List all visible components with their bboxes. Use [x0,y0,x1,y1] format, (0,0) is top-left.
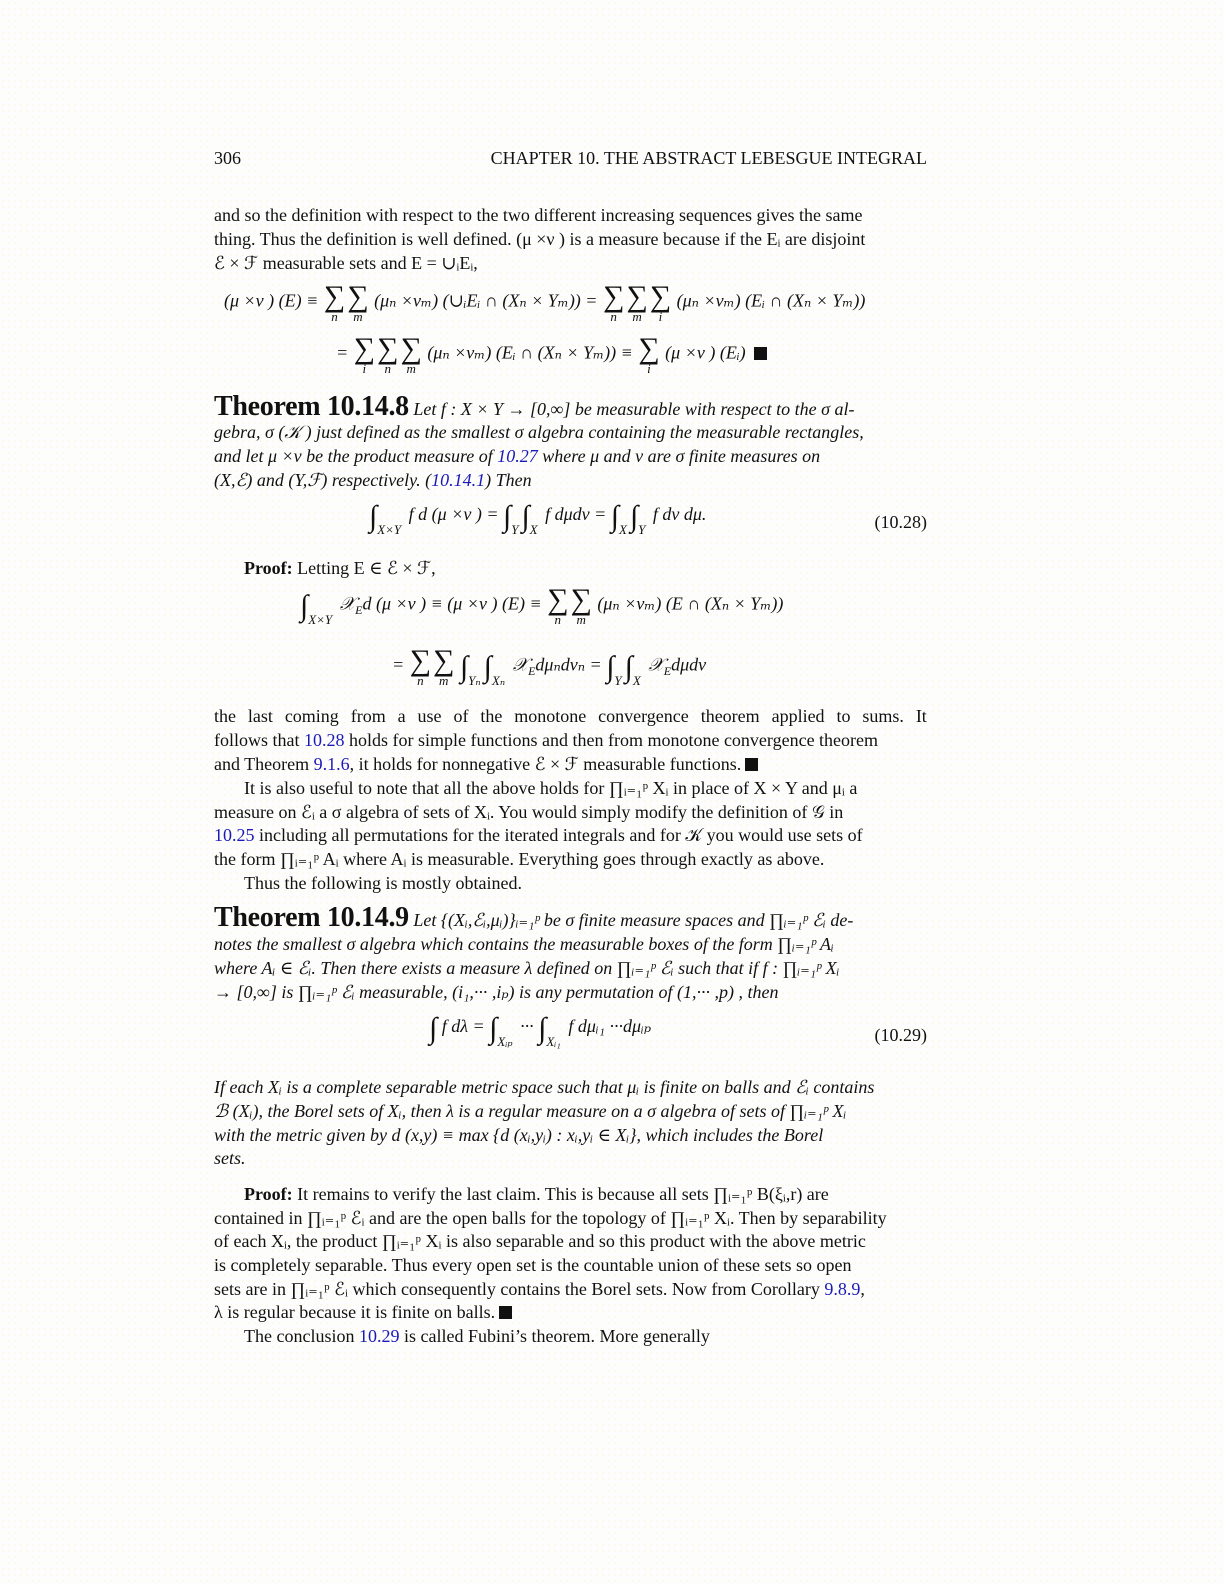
theorem-10-14-9-line3: where Aᵢ ∈ ℰᵢ. Then there exists a measure λ defined on ∏ᵢ₌₁ᵖ ℰᵢ such that if f : ∏ᵢ₌₁ᵖ Xᵢ [214,958,840,978]
text-line [214,824,927,847]
ref-link-10-29[interactable]: 10.29 [358,1326,400,1346]
indicator-symbol: 𝒳 [512,654,529,675]
text-run: , it holds for nonnegative ℰ × ℱ measurable functions. [349,754,742,774]
integral-limit: Xᵢ₁ [546,1034,561,1049]
text-line: thing. Thus the definition is well defined. (μ ×ν ) is a measure because if the Eᵢ are disjoint [214,229,866,249]
closing-line [214,1325,957,1348]
indicator-symbol: 𝒳 [648,654,664,675]
sum-symbol: ∑ n [602,280,625,324]
theorem-10-14-8-line4 [214,469,927,492]
eq-text: (μ ×ν ) (E) ≡ [224,290,319,311]
theorem-10-14-9-line4: → [0,∞] is ∏ᵢ₌₁ᵖ ℰᵢ measurable, (i₁,··· ,iₚ) is any permutation of (1,··· ,p) , then [214,982,779,1002]
word: the [214,706,236,726]
proof-2-line6 [214,1301,927,1324]
integral-limit: X [632,672,641,688]
proof-2-line5 [214,1278,927,1301]
theorem-text: and let μ ×ν be the product measure of [214,446,493,466]
word: the [480,706,503,726]
eq-text: = [336,342,349,363]
proof-2-line2: contained in ∏ᵢ₌₁ᵖ ℰᵢ and are the open balls for the topology of ∏ᵢ₌₁ᵖ Xᵢ. Then by separability [214,1208,887,1228]
integral-symbol: ∫ [610,500,619,533]
sum-symbol: ∑ i [638,332,660,376]
integral-limit: Y [511,522,519,537]
integral-limit: Y [638,522,646,537]
theorem-text: where μ and ν are σ finite measures on [537,446,821,466]
text-run: follows that [214,730,304,750]
proof-2-line1 [214,1183,957,1206]
sum-symbol: ∑ m [347,280,369,324]
integral-symbol: ∫ [521,500,530,533]
integral-symbol: ∫ [629,500,639,533]
ref-link-10-25[interactable]: 10.25 [214,825,255,845]
word: theorem [700,706,760,726]
eq-text: (μₙ ×νₘ) (Eᵢ ∩ (Xₙ × Yₘ)) ≡ [427,342,633,363]
eq-text: (μₙ ×νₘ) (∪ᵢEᵢ ∩ (Xₙ × Yₘ)) = [374,290,598,311]
text-line: It is also useful to note that all the above holds for ∏ᵢ₌₁ᵖ Xᵢ in place of X × Y and μᵢ a [244,778,858,798]
sum-symbol: ∑ i [649,280,672,324]
sum-symbol: ∑ m [570,583,592,627]
proof-1-equation-line1 [300,585,783,628]
ref-link-10-27[interactable]: 10.27 [497,446,538,466]
integral-symbol: ∫ [538,1012,547,1045]
equation-number: (10.28) [874,512,927,532]
word: use [417,706,442,726]
proof-label: Proof: [244,558,293,578]
ref-link-10-14-1[interactable]: 10.14.1 [431,470,486,490]
text-line: the form ∏ᵢ₌₁ᵖ Aᵢ where Aᵢ is measurable. Everything goes through exactly as above. [214,849,825,869]
integral-limit: Xᵢₚ [497,1034,513,1049]
theorem-text: Let {(Xᵢ,ℰᵢ,μᵢ)}ᵢ₌₁ᵖ be σ finite measure spaces and ∏ᵢ₌₁ᵖ ℰᵢ de- [413,910,854,930]
word: coming [284,706,339,726]
eq-text: f dλ = [441,1016,485,1036]
integral-limit: X×Y [308,611,333,627]
eq-text: dμdν [671,654,707,675]
eq-text: f dμdν = [545,504,607,524]
sum-symbol: ∑ n [323,280,346,324]
theorem-10-14-8-line2: gebra, σ (𝒦 ) just defined as the smallest σ algebra containing the measurable rectangles, [214,422,864,442]
eq-text: (μₙ ×νₘ) (E ∩ (Xₙ × Yₘ)) [597,593,784,614]
proof-text: It remains to verify the last claim. This is because all sets ∏ᵢ₌₁ᵖ B(ξᵢ,r) are [292,1184,829,1204]
eq-text: f d (μ ×ν ) = [408,504,499,524]
text-line: measure on ℰᵢ a σ algebra of sets of Xᵢ. You would simply modify the definition of 𝒢 in [214,802,844,822]
indicator-sub: E [355,603,363,618]
integral-symbol: ∫ [502,500,512,533]
eq-text: (μ ×ν ) (Eᵢ) [665,342,746,363]
integral-symbol: ∫ [483,650,492,684]
proof-text: Letting E ∈ ℰ × ℱ, [292,558,436,578]
theorem-text-line: with the metric given by d (x,y) ≡ max {d (xᵢ,yᵢ) : xᵢ,yᵢ ∈ Xᵢ}, which includes the Borel [214,1125,824,1145]
theorem-label: Theorem 10.14.9 [214,902,409,933]
text-run: The conclusion [244,1326,359,1346]
eq-text: = [392,654,405,675]
theorem-text-line: If each Xᵢ is a complete separable metric space such that μᵢ is finite on balls and ℰᵢ contains [214,1077,875,1097]
sum-symbol: ∑ n [377,332,399,376]
sum-symbol: ∑ i [353,332,376,376]
proof-text: λ is regular because it is finite on balls. [214,1302,496,1322]
integral-symbol: ∫ [606,650,615,684]
ref-link-10-28[interactable]: 10.28 [304,730,345,750]
text-line [214,753,927,776]
integral-symbol: ∫ [624,650,633,684]
eq-text: d (μ ×ν ) ≡ (μ ×ν ) (E) ≡ [362,593,542,614]
proof-text: sets are in ∏ᵢ₌₁ᵖ ℰᵢ which consequently contains the Borel sets. Now from Corollary [214,1279,825,1299]
running-header [214,148,927,169]
theorem-text-line: ℬ (Xᵢ), the Borel sets of Xᵢ, then λ is a regular measure on a σ algebra of sets of ∏ᵢ₌₁ᵖ Xᵢ [214,1101,847,1121]
running-title: CHAPTER 10. THE ABSTRACT LEBESGUE INTEGRAL [490,148,927,168]
sum-symbol: ∑ n [409,644,432,688]
integral-limit: Y [614,672,622,688]
theorem-label: Theorem 10.14.8 [214,391,409,422]
theorem-text-line: sets. [214,1148,246,1168]
integral-limit: X [529,522,538,537]
proof-label: Proof: [244,1184,293,1204]
proof-2-line3: of each Xᵢ, the product ∏ᵢ₌₁ᵖ Xᵢ is also separable and so this product with the above metric [214,1231,866,1251]
integral-limit: Xₙ [491,672,506,688]
text-run: holds for simple functions and then from monotone convergence theorem [344,730,879,750]
indicator-sub: E [663,664,672,679]
theorem-10-14-8-line3 [214,445,927,468]
word: monotone [514,706,587,726]
integral-symbol: ∫ [300,589,309,623]
text-line [214,729,927,752]
integral-symbol: ∫ [489,1012,498,1045]
eq-text: f dν dμ. [652,504,707,524]
equation-measure-line1 [224,282,865,323]
integral-limit: Yₙ [468,672,481,688]
word: of [453,706,469,726]
theorem-text: ) Then [485,470,532,490]
theorem-10-14-9-line1 [214,903,927,935]
word: to [836,706,851,726]
sum-symbol: ∑ n [547,583,569,627]
proof-1-equation-line2 [392,646,706,689]
ref-link-9-1-6[interactable]: 9.1.6 [313,754,350,774]
word: last [247,706,273,726]
sum-symbol: ∑ m [433,644,455,688]
theorem-text: Let f : X × Y → [0,∞] be measurable with respect to the σ al- [413,399,855,419]
indicator-symbol: 𝒳 [339,593,356,614]
ref-link-9-8-9[interactable]: 9.8.9 [824,1279,861,1299]
qed-square-icon [754,347,767,360]
qed-square-icon [745,758,758,771]
integral-limit: X×Y [377,522,402,537]
qed-square-icon [499,1306,512,1319]
equation-10-29 [429,1012,651,1050]
proof-2-line4: is completely separable. Thus every open set is the countable union of these sets so open [214,1255,852,1275]
integral-symbol: ∫ [459,650,469,684]
proof-1-intro [244,557,957,580]
equation-number: (10.29) [874,1025,927,1045]
sum-symbol: ∑ m [400,332,422,376]
proof-text: , [860,1279,865,1299]
word: applied [771,706,825,726]
text-line: ℰ × ℱ measurable sets and E = ∪ᵢEᵢ, [214,253,478,273]
theorem-10-14-9-line2: notes the smallest σ algebra which contains the measurable boxes of the form ∏ᵢ₌₁ᵖ Aᵢ [214,934,834,954]
equation-10-28 [369,500,706,538]
text-line: Thus the following is mostly obtained. [244,873,522,893]
eq-text: f dμᵢ₁ ···dμᵢₚ [568,1016,652,1036]
eq-text: (μₙ ×νₘ) (Eᵢ ∩ (Xₙ × Yₘ)) [676,290,866,311]
eq-text: dμₙdνₙ = [535,654,602,675]
indicator-sub: E [528,664,536,679]
integral-limit: X [619,522,627,537]
page-number: 306 [214,148,241,168]
theorem-10-14-8-line1 [214,392,927,424]
word: from [350,706,386,726]
text-run: is called Fubini’s theorem. More generally [399,1326,710,1346]
word: a [397,706,406,726]
word: convergence [598,706,689,726]
text-run: and Theorem [214,754,314,774]
equation-measure-line2 [336,334,767,375]
word: sums. [862,706,904,726]
text-run: including all permutations for the iterated integrals and for 𝒦 you would use sets of [254,825,863,845]
eq-text: ··· [520,1016,534,1036]
text-line-justified [214,705,927,728]
sum-symbol: ∑ m [626,280,648,324]
integral-symbol: ∫ [369,500,378,533]
integral-symbol: ∫ [429,1012,438,1045]
theorem-text: (X,ℰ) and (Y,ℱ) respectively. ( [214,470,432,490]
text-line: and so the definition with respect to the two different increasing sequences gives the same [214,205,863,225]
word: It [915,706,927,726]
